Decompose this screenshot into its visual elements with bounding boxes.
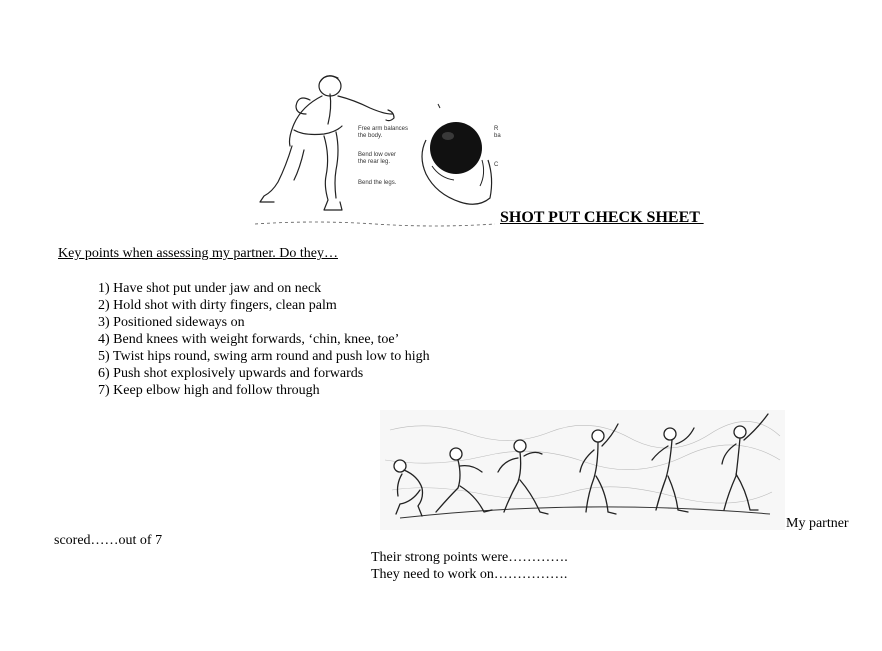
athlete-figure: [260, 76, 397, 210]
shot-putter-sketch: [250, 70, 505, 230]
key-point-item: 5) Twist hips round, swing arm round and push low to high: [98, 349, 430, 364]
key-points-list: [98, 280, 430, 399]
key-point-item: 2) Hold shot with dirty fingers, clean palm: [98, 298, 337, 313]
work-on-line: They need to work on…………….: [371, 567, 568, 582]
key-point-item: 1) Have shot put under jaw and on neck: [98, 281, 322, 296]
partner-score-line-start: My partner: [786, 516, 849, 531]
shot-ball: [430, 122, 482, 174]
caption-bend-legs: Bend the legs.: [358, 180, 397, 186]
throw-sequence-illustration: [380, 410, 785, 530]
caption-cut-right-2: C: [494, 162, 499, 168]
throw-sequence-sketch: [380, 410, 785, 530]
ground-line: [255, 222, 495, 226]
key-point-item: 3) Positioned sideways on: [98, 315, 245, 330]
sequence-background: [380, 410, 785, 530]
assessment-subheading: Key points when assessing my partner. Do they…: [58, 246, 338, 261]
strong-points-line: Their strong points were………….: [371, 550, 568, 565]
partner-score-line-end: scored……out of 7: [54, 533, 163, 548]
caption-bend-low: Bend low over the rear leg.: [358, 152, 397, 165]
caption-free-arm: Free arm balances the body.: [358, 126, 409, 139]
shot-putter-stance-illustration: [250, 70, 505, 230]
caption-cut-right-1: R ba: [494, 126, 501, 139]
page-title: SHOT PUT CHECK SHEET: [500, 209, 704, 226]
key-point-item: 4) Bend knees with weight forwards, ‘chin, knee, toe’: [98, 332, 400, 347]
key-point-item: 6) Push shot explosively upwards and forwards: [98, 366, 364, 381]
key-point-item: 7) Keep elbow high and follow through: [98, 383, 320, 398]
hand-holding-shot: [422, 104, 492, 204]
